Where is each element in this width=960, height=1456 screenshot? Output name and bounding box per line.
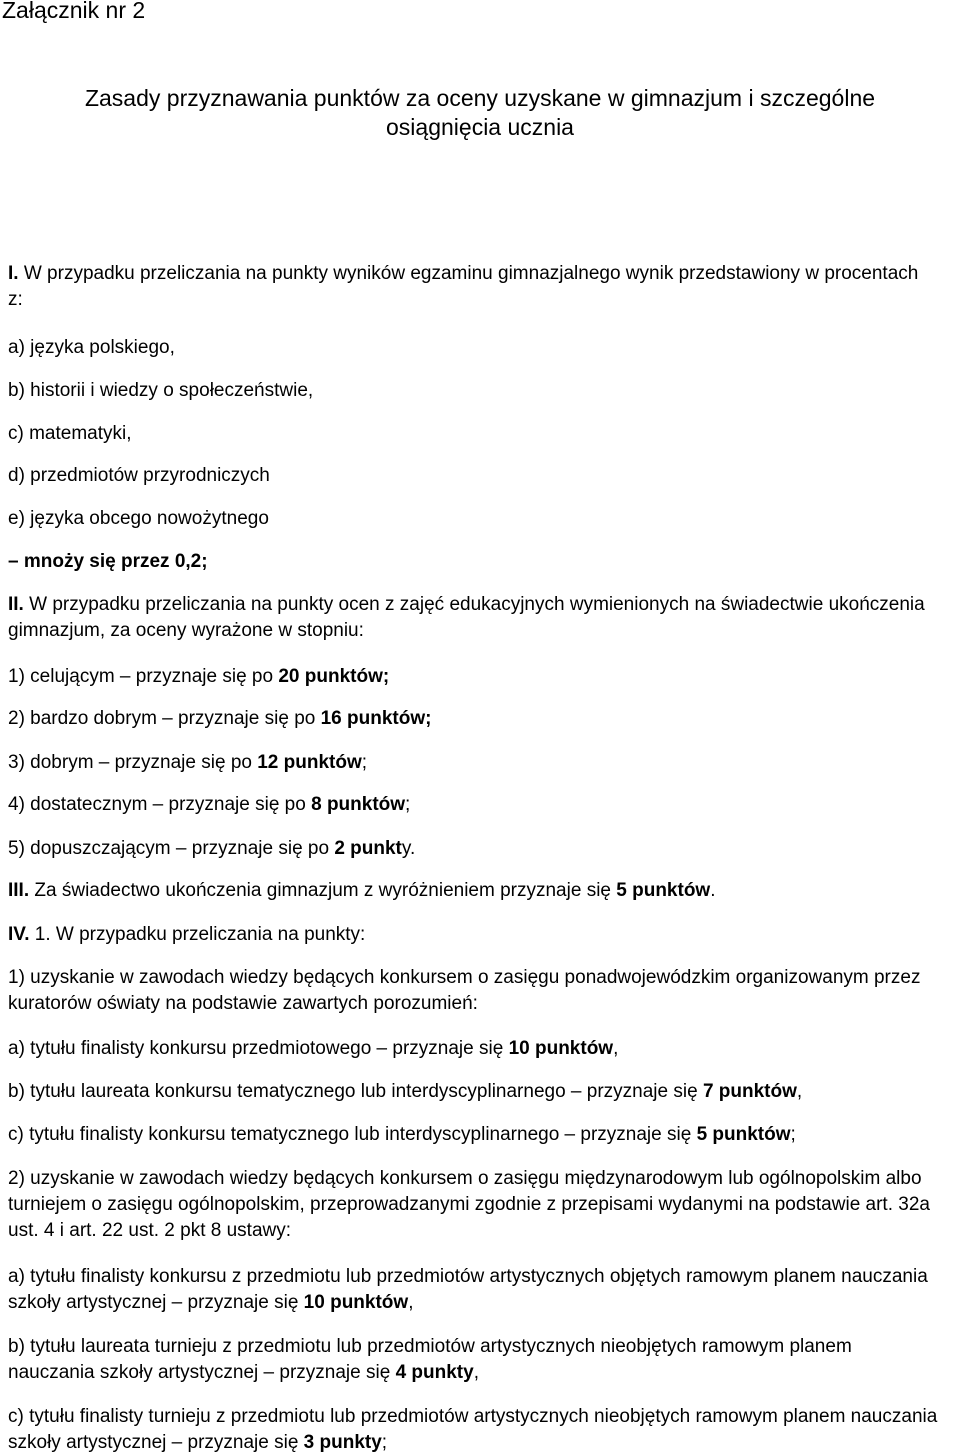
contest-item-suffix: , [613, 1038, 619, 1059]
section-1-intro-text: W przypadku przeliczania na punkty wyników egzaminu gimnazjalnego wynik przedstawiony w procentach z: [8, 263, 919, 310]
contest-item-text: a) tytułu finalisty konkursu z przedmiotu lub przedmiotów artystycznych objętych ramowym planem nauczania szkoły artystycznej – przyznaje się [8, 1266, 928, 1313]
document-title [0, 84, 960, 142]
section-4-point-2: 2) uzyskanie w zawodach wiedzy będących konkursem o zasięgu międzynarodowym lub ogólnopolskim albo turniejem o zasięgu ogólnopolskim, przeprowadzanymi zgodnie z przepisami wydanymi na podstawie art. 32a ust. 4 i art. 22 ust. 2 pkt 8 ustawy: [8, 1168, 930, 1241]
section-1-item: b) historii i wiedzy o społeczeństwie, [8, 380, 314, 401]
grade-item-suffix: y. [401, 838, 416, 859]
section-1-intro [8, 261, 938, 313]
section-1-item: a) języka polskiego, [8, 337, 175, 358]
section-3-suffix: . [710, 880, 716, 901]
section-1-item: d) przedmiotów przyrodniczych [8, 465, 270, 486]
contest-points: 5 punktów [696, 1124, 791, 1145]
section-4-point-1: 1) uzyskanie w zawodach wiedzy będących konkursem o zasięgu ponadwojewódzkim organizowanym przez kuratorów oświaty na podstawie zawartych porozumień: [8, 967, 921, 1014]
grade-points: 16 punktów; [320, 708, 432, 729]
grade-item [8, 750, 938, 776]
grade-points: 2 punkt [334, 838, 402, 859]
annex-label: Załącznik nr 2 [2, 0, 146, 23]
section-3-text: Za świadectwo ukończenia gimnazjum z wyróżnieniem przyznaje się [29, 880, 617, 901]
grade-item-text: 3) dobrym – przyznaje się po [8, 752, 258, 773]
contest-item-text: c) tytułu finalisty konkursu tematycznego lub interdyscyplinarnego – przyznaje się [8, 1124, 697, 1145]
contest-item-suffix: , [473, 1362, 479, 1383]
contest-item [8, 1264, 938, 1316]
grade-item [8, 792, 938, 818]
contest-item-text: b) tytułu laureata konkursu tematycznego lub interdyscyplinarnego – przyznaje się [8, 1081, 703, 1102]
contest-item [8, 1036, 938, 1062]
contest-item-suffix: ; [790, 1124, 796, 1145]
contest-points: 10 punktów [303, 1292, 409, 1313]
section-3 [8, 878, 938, 904]
title-line-1: Zasady przyznawania punktów za oceny uzyskane w gimnazjum i szczególne [84, 85, 876, 111]
grade-points: 20 punktów; [278, 666, 390, 687]
section-1-item: c) matematyki, [8, 423, 132, 444]
contest-item-suffix: , [796, 1081, 803, 1102]
section-4-intro-text: 1. W przypadku przeliczania na punkty: [29, 924, 366, 945]
section-1-conclusion: – mnoży się przez 0,2; [8, 551, 208, 572]
grade-item-suffix: ; [361, 752, 368, 773]
contest-points: 7 punktów [702, 1081, 797, 1102]
contest-item [8, 1404, 938, 1456]
grade-item-text: 2) bardzo dobrym – przyznaje się po [8, 708, 321, 729]
section-2-intro [8, 592, 938, 644]
contest-item-suffix: ; [381, 1432, 388, 1453]
title-line-2: osiągnięcia ucznia [386, 114, 574, 140]
section-4-number: IV. [8, 924, 30, 945]
contest-item-text: a) tytułu finalisty konkursu przedmiotowego – przyznaje się [8, 1038, 509, 1059]
contest-item [8, 1334, 938, 1386]
contest-points: 3 punkty [303, 1432, 382, 1453]
contest-item-text: c) tytułu finalisty turnieju z przedmiotu lub przedmiotów artystycznych nieobjętych ramowym planem nauczania szkoły artystycznej – przyznaje się [8, 1406, 938, 1453]
contest-item-text: b) tytułu laureata turnieju z przedmiotu lub przedmiotów artystycznych nieobjętych ramowym planem nauczania szkoły artystycznej – przyznaje się [8, 1336, 852, 1383]
grade-item-text: 5) dopuszczającym – przyznaje się po [8, 838, 335, 859]
section-1-number: I. [8, 263, 19, 284]
grade-item [8, 706, 938, 732]
grade-item-text: 4) dostatecznym – przyznaje się po [8, 794, 312, 815]
section-2-intro-text: W przypadku przeliczania na punkty ocen z zajęć edukacyjnych wymienionych na świadectwie ukończenia gimnazjum, za oceny wyrażone w stopniu: [8, 594, 925, 641]
grade-points: 8 punktów [311, 794, 406, 815]
contest-points: 10 punktów [508, 1038, 614, 1059]
contest-item-suffix: , [408, 1292, 414, 1313]
grade-item [8, 836, 938, 862]
contest-item [8, 1122, 938, 1148]
contest-points: 4 punkty [395, 1362, 474, 1383]
grade-points: 12 punktów [257, 752, 362, 773]
grade-item-text: 1) celującym – przyznaje się po [8, 666, 279, 687]
section-1-item: e) języka obcego nowożytnego [8, 508, 269, 529]
grade-item-suffix: ; [405, 794, 411, 815]
contest-item [8, 1079, 938, 1105]
section-2-number: II. [8, 594, 24, 615]
section-3-number: III. [8, 880, 30, 901]
section-4-intro [8, 922, 938, 948]
section-3-points: 5 punktów [616, 880, 711, 901]
grade-item [8, 664, 938, 690]
